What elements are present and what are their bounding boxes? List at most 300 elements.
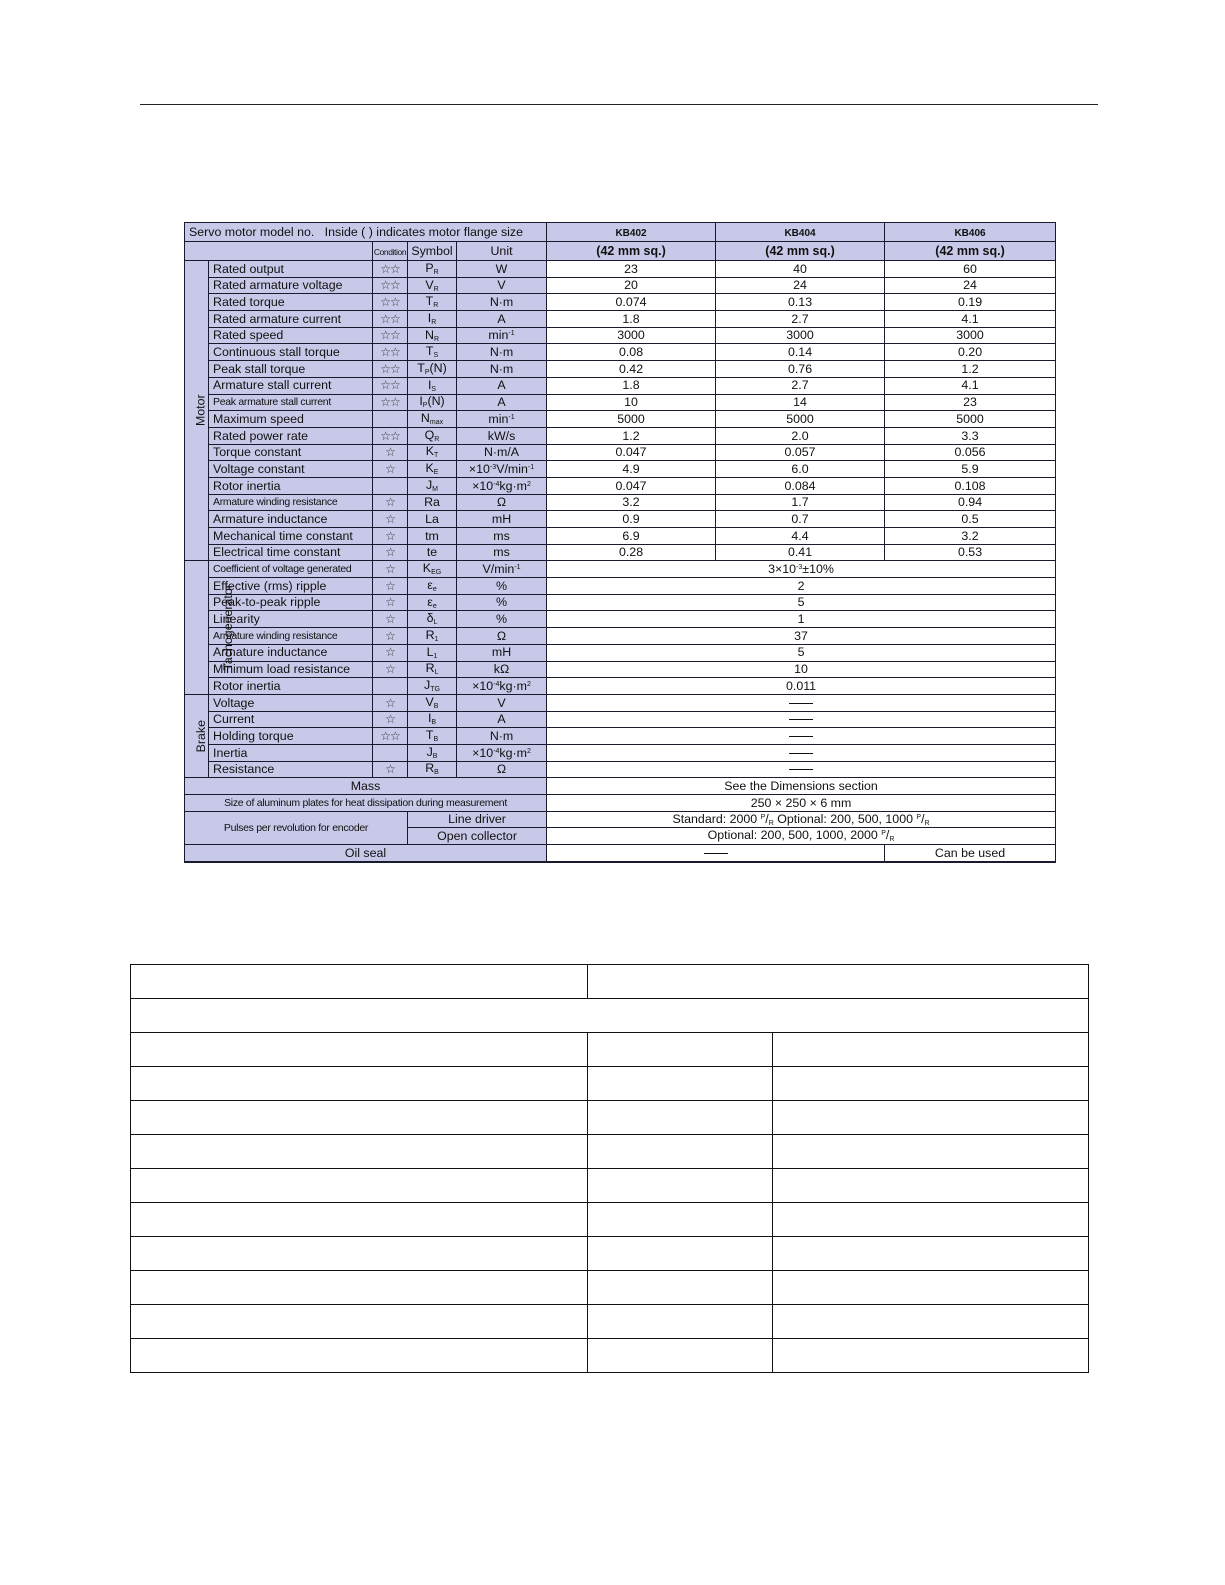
- value-cell: 5: [547, 644, 1056, 661]
- blank-cell: [773, 1271, 1089, 1305]
- condition-cell: ☆: [373, 611, 408, 628]
- pulses-label: Pulses per revolution for encoder: [185, 811, 408, 844]
- value-cell: [547, 744, 1056, 761]
- blank-cell: [773, 1067, 1089, 1101]
- spec-header-row: [185, 223, 1056, 242]
- value-cell: 3.3: [885, 427, 1056, 444]
- param-name: Armature winding resistance: [209, 494, 373, 511]
- pulses-row-line: [185, 811, 1056, 828]
- dash-mark: [789, 736, 813, 737]
- model-name-1: KB404: [716, 223, 885, 242]
- value-cell: 2.7: [716, 311, 885, 328]
- value-cell: 5000: [716, 411, 885, 428]
- motor-row: [185, 427, 1056, 444]
- value-cell: 4.4: [716, 528, 885, 545]
- motor-row: [185, 327, 1056, 344]
- value-cell: 1.2: [547, 427, 716, 444]
- motor-row: [185, 411, 1056, 428]
- subheader-blank: [185, 242, 373, 261]
- tacho-row: [185, 644, 1056, 661]
- motor-row: [185, 444, 1056, 461]
- group-motor: Motor: [185, 261, 209, 561]
- condition-cell: ☆☆: [373, 728, 408, 745]
- blank-cell: [588, 1033, 773, 1067]
- blank-cell: [131, 1271, 588, 1305]
- value-cell: 3.2: [885, 528, 1056, 545]
- unit-cell: $\times 10^{-4}kg\cdot m^2$: [457, 744, 547, 761]
- tacho-row: [185, 561, 1056, 578]
- blank-form-table: [130, 964, 1089, 1373]
- param-name: Armature stall current: [209, 377, 373, 394]
- unit-cell: kΩ: [457, 661, 547, 678]
- unit-cell: A: [457, 711, 547, 728]
- condition-cell: ☆☆: [373, 294, 408, 311]
- condition-cell: ☆☆: [373, 261, 408, 278]
- motor-row: [185, 511, 1056, 528]
- param-name: Continuous stall torque: [209, 344, 373, 361]
- symbol-cell: $I_S$: [408, 377, 457, 394]
- value-cell: 37: [547, 628, 1056, 645]
- value-cell: 0.20: [885, 344, 1056, 361]
- condition-cell: ☆☆: [373, 361, 408, 378]
- brake-row: [185, 744, 1056, 761]
- value-cell: 24: [716, 277, 885, 294]
- blank-cell: [131, 1033, 588, 1067]
- plates-row: [185, 795, 1056, 812]
- condition-cell: ☆: [373, 561, 408, 578]
- param-name: Peak armature stall current: [209, 394, 373, 411]
- param-name: Effective (rms) ripple: [209, 578, 373, 595]
- tacho-row: [185, 628, 1056, 645]
- blank-cell: [773, 1135, 1089, 1169]
- condition-cell: ☆: [373, 578, 408, 595]
- blank-cell: [131, 1203, 588, 1237]
- oil-seal-row: [185, 845, 1056, 862]
- unit-cell: N·m: [457, 361, 547, 378]
- value-cell: 0.41: [716, 544, 885, 561]
- value-cell: 4.1: [885, 311, 1056, 328]
- param-name: Peak stall torque: [209, 361, 373, 378]
- value-cell: 60: [885, 261, 1056, 278]
- value-cell: 2.0: [716, 427, 885, 444]
- blank-cell: [588, 1101, 773, 1135]
- condition-cell: ☆: [373, 694, 408, 711]
- blank-cell: [588, 1237, 773, 1271]
- unit-cell: kW/s: [457, 427, 547, 444]
- blank-cell: [131, 1339, 588, 1373]
- value-cell: 20: [547, 277, 716, 294]
- spec-subheader-row: [185, 242, 1056, 261]
- param-name: Rated power rate: [209, 427, 373, 444]
- unit-cell: V: [457, 277, 547, 294]
- dash-mark: [789, 703, 813, 704]
- blank-row: [131, 1203, 1089, 1237]
- unit-cell: mH: [457, 511, 547, 528]
- condition-cell: ☆: [373, 711, 408, 728]
- blank-row: [131, 965, 1089, 999]
- blank-cell: [131, 1237, 588, 1271]
- unit-cell: A: [457, 394, 547, 411]
- value-cell: 3.2: [547, 494, 716, 511]
- condition-cell: ☆☆: [373, 327, 408, 344]
- value-cell: 1.2: [885, 361, 1056, 378]
- dash-mark: [789, 753, 813, 754]
- condition-cell: ☆: [373, 528, 408, 545]
- symbol-cell: Ra: [408, 494, 457, 511]
- unit-cell: mH: [457, 644, 547, 661]
- motor-row: [185, 544, 1056, 561]
- blank-cell: [773, 1169, 1089, 1203]
- value-cell: 4.1: [885, 377, 1056, 394]
- value-cell: 23: [547, 261, 716, 278]
- param-name: Mechanical time constant: [209, 528, 373, 545]
- value-cell: 0.047: [547, 477, 716, 494]
- blank-cell: [131, 1067, 588, 1101]
- motor-row: [185, 311, 1056, 328]
- value-cell: 0.42: [547, 361, 716, 378]
- value-cell: 0.5: [885, 511, 1056, 528]
- blank-cell: [588, 1135, 773, 1169]
- value-cell: 40: [716, 261, 885, 278]
- unit-cell: N·m: [457, 728, 547, 745]
- value-cell: $3\times 10^{-3}\pm 10\%$: [547, 561, 1056, 578]
- unit-cell: $\times 10^{-4}kg\cdot m^2$: [457, 477, 547, 494]
- value-cell: 0.19: [885, 294, 1056, 311]
- condition-cell: ☆☆: [373, 277, 408, 294]
- unit-cell: A: [457, 377, 547, 394]
- tacho-row: [185, 661, 1056, 678]
- value-cell: 0.084: [716, 477, 885, 494]
- blank-cell: [588, 1169, 773, 1203]
- unit-cell: %: [457, 611, 547, 628]
- value-cell: 0.057: [716, 444, 885, 461]
- value-cell: 0.94: [885, 494, 1056, 511]
- value-cell: 5: [547, 594, 1056, 611]
- open-collector-value: Optional: 200, 500, 1000, 2000 $^P/_R$: [547, 828, 1056, 845]
- param-name: Voltage constant: [209, 461, 373, 478]
- blank-cell: [773, 1101, 1089, 1135]
- param-name: Electrical time constant: [209, 544, 373, 561]
- blank-row: [131, 1101, 1089, 1135]
- condition-cell: ☆: [373, 444, 408, 461]
- value-cell: 5000: [547, 411, 716, 428]
- value-cell: 10: [547, 394, 716, 411]
- brake-row: [185, 694, 1056, 711]
- motor-row: [185, 294, 1056, 311]
- brake-row: [185, 728, 1056, 745]
- value-cell: 10: [547, 661, 1056, 678]
- symbol-cell: $N_R$: [408, 327, 457, 344]
- symbol-cell: $I_B$: [408, 711, 457, 728]
- symbol-cell: te: [408, 544, 457, 561]
- condition-cell: [373, 744, 408, 761]
- param-name: Rated speed: [209, 327, 373, 344]
- unit-cell: V: [457, 694, 547, 711]
- motor-row: [185, 477, 1056, 494]
- value-cell: 6.9: [547, 528, 716, 545]
- blank-cell: [588, 1203, 773, 1237]
- value-cell: 0.9: [547, 511, 716, 528]
- unit-cell: ms: [457, 528, 547, 545]
- symbol-cell: $T_S$: [408, 344, 457, 361]
- group-brake: Brake: [185, 694, 209, 777]
- param-name: Current: [209, 711, 373, 728]
- value-cell: 1.8: [547, 311, 716, 328]
- symbol-cell: $\varepsilon_e$: [408, 594, 457, 611]
- value-cell: 0.074: [547, 294, 716, 311]
- unit-cell: $V/\min^{-1}$: [457, 561, 547, 578]
- unit-header: Unit: [457, 242, 547, 261]
- value-cell: 0.011: [547, 678, 1056, 695]
- unit-cell: $\times 10^{-3}V/\min^{-1}$: [457, 461, 547, 478]
- tacho-row: [185, 594, 1056, 611]
- condition-cell: ☆☆: [373, 394, 408, 411]
- unit-cell: Ω: [457, 628, 547, 645]
- plates-value: 250 × 250 × 6 mm: [547, 795, 1056, 812]
- param-name: Armature inductance: [209, 644, 373, 661]
- model-name-2: KB406: [885, 223, 1056, 242]
- blank-row: [131, 1067, 1089, 1101]
- blank-cell: [131, 1169, 588, 1203]
- condition-cell: [373, 477, 408, 494]
- value-cell: 5.9: [885, 461, 1056, 478]
- symbol-cell: $V_R$: [408, 277, 457, 294]
- symbol-cell: $K_E$: [408, 461, 457, 478]
- symbol-cell: $T_P(N)$: [408, 361, 457, 378]
- value-cell: [547, 711, 1056, 728]
- dash-mark: [704, 853, 728, 854]
- value-cell: 0.108: [885, 477, 1056, 494]
- blank-cell: [588, 965, 1089, 999]
- value-cell: 0.76: [716, 361, 885, 378]
- symbol-cell: $R_B$: [408, 761, 457, 778]
- motor-row: [185, 344, 1056, 361]
- value-cell: 23: [885, 394, 1056, 411]
- blank-row: [131, 1135, 1089, 1169]
- value-cell: 3000: [547, 327, 716, 344]
- blank-cell: [773, 1339, 1089, 1373]
- symbol-cell: $T_B$: [408, 728, 457, 745]
- unit-cell: N·m: [457, 344, 547, 361]
- value-cell: 1: [547, 611, 1056, 628]
- condition-cell: ☆: [373, 594, 408, 611]
- value-cell: 0.14: [716, 344, 885, 361]
- param-name: Rotor inertia: [209, 678, 373, 695]
- param-name: Inertia: [209, 744, 373, 761]
- value-cell: [547, 694, 1056, 711]
- brake-row: [185, 711, 1056, 728]
- motor-row: [185, 528, 1056, 545]
- blank-row: [131, 1305, 1089, 1339]
- unit-cell: Ω: [457, 761, 547, 778]
- motor-row: [185, 394, 1056, 411]
- blank-cell: [131, 965, 588, 999]
- symbol-cell: $I_R$: [408, 311, 457, 328]
- condition-cell: ☆: [373, 511, 408, 528]
- param-name: Coefficient of voltage generated: [209, 561, 373, 578]
- value-cell: 2.7: [716, 377, 885, 394]
- blank-cell: [588, 1067, 773, 1101]
- line-driver-value: Standard: 2000 $^P/_R$ Optional: 200, 500, 1000 $^P/_R$: [547, 811, 1056, 828]
- value-cell: 0.056: [885, 444, 1056, 461]
- param-name: Holding torque: [209, 728, 373, 745]
- value-cell: 24: [885, 277, 1056, 294]
- param-name: Resistance: [209, 761, 373, 778]
- param-name: Maximum speed: [209, 411, 373, 428]
- blank-cell: [773, 1033, 1089, 1067]
- symbol-cell: $I_P(N)$: [408, 394, 457, 411]
- blank-cell: [588, 1339, 773, 1373]
- value-cell: 0.28: [547, 544, 716, 561]
- value-cell: 0.53: [885, 544, 1056, 561]
- symbol-cell: $R_L$: [408, 661, 457, 678]
- unit-cell: %: [457, 578, 547, 595]
- spec-title: Servo motor model no. Inside ( ) indicates motor flange size: [185, 223, 547, 242]
- unit-cell: Ω: [457, 494, 547, 511]
- condition-cell: ☆: [373, 761, 408, 778]
- model-flange-2: (42 mm sq.): [885, 242, 1056, 261]
- value-cell: [547, 761, 1056, 778]
- symbol-cell: $V_B$: [408, 694, 457, 711]
- value-cell: 3000: [885, 327, 1056, 344]
- model-name-0: KB402: [547, 223, 716, 242]
- oil-seal-none: [547, 845, 885, 862]
- unit-cell: $\min^{-1}$: [457, 327, 547, 344]
- dash-mark: [789, 769, 813, 770]
- value-cell: 0.08: [547, 344, 716, 361]
- unit-cell: A: [457, 311, 547, 328]
- tacho-row: [185, 678, 1056, 695]
- condition-cell: ☆☆: [373, 311, 408, 328]
- param-name: Rated armature voltage: [209, 277, 373, 294]
- blank-cell: [773, 1203, 1089, 1237]
- param-name: Armature winding resistance: [209, 628, 373, 645]
- symbol-cell: $J_B$: [408, 744, 457, 761]
- param-name: Rated torque: [209, 294, 373, 311]
- symbol-cell: $Q_R$: [408, 427, 457, 444]
- group-tachogenerator: Tachogenerator: [185, 561, 209, 695]
- condition-cell: ☆☆: [373, 427, 408, 444]
- blank-cell: [588, 1271, 773, 1305]
- motor-row: [185, 377, 1056, 394]
- model-flange-0: (42 mm sq.): [547, 242, 716, 261]
- value-cell: 0.13: [716, 294, 885, 311]
- condition-cell: [373, 411, 408, 428]
- symbol-cell: $K_{EG}$: [408, 561, 457, 578]
- symbol-cell: La: [408, 511, 457, 528]
- param-name: Voltage: [209, 694, 373, 711]
- blank-cell: [131, 1135, 588, 1169]
- symbol-cell: $J_{TG}$: [408, 678, 457, 695]
- param-name: Rated armature current: [209, 311, 373, 328]
- condition-cell: ☆☆: [373, 344, 408, 361]
- symbol-cell: $N_{max}$: [408, 411, 457, 428]
- value-cell: 3000: [716, 327, 885, 344]
- motor-row: [185, 494, 1056, 511]
- symbol-cell: $J_M$: [408, 477, 457, 494]
- plates-label: Size of aluminum plates for heat dissipation during measurement: [185, 795, 547, 812]
- motor-row: [185, 361, 1056, 378]
- blank-cell: [131, 999, 1089, 1033]
- brake-row: [185, 761, 1056, 778]
- blank-cell: [773, 1237, 1089, 1271]
- blank-cell: [588, 1305, 773, 1339]
- symbol-cell: $\delta_L$: [408, 611, 457, 628]
- header-rule: [140, 104, 1098, 105]
- unit-cell: $\min^{-1}$: [457, 411, 547, 428]
- symbol-cell: $\varepsilon_e$: [408, 578, 457, 595]
- blank-cell: [131, 1101, 588, 1135]
- condition-cell: [373, 678, 408, 695]
- unit-cell: $\times 10^{-4}kg\cdot m^2$: [457, 678, 547, 695]
- open-collector-label: Open collector: [408, 828, 547, 845]
- blank-cell: [773, 1305, 1089, 1339]
- mass-row: [185, 778, 1056, 795]
- symbol-cell: $L_1$: [408, 644, 457, 661]
- tacho-row: [185, 578, 1056, 595]
- value-cell: 4.9: [547, 461, 716, 478]
- value-cell: 6.0: [716, 461, 885, 478]
- blank-row: [131, 1237, 1089, 1271]
- symbol-cell: $P_R$: [408, 261, 457, 278]
- param-name: Rated output: [209, 261, 373, 278]
- blank-row: [131, 1169, 1089, 1203]
- value-cell: 14: [716, 394, 885, 411]
- unit-cell: W: [457, 261, 547, 278]
- param-name: Armature inductance: [209, 511, 373, 528]
- condition-cell: ☆: [373, 461, 408, 478]
- condition-header: Condition: [373, 242, 408, 261]
- param-name: Linearity: [209, 611, 373, 628]
- blank-cell: [131, 1305, 588, 1339]
- oil-seal-can: Can be used: [885, 845, 1056, 862]
- value-cell: [547, 728, 1056, 745]
- motor-row: [185, 461, 1056, 478]
- spec-table: [184, 222, 1056, 863]
- unit-cell: N·m/A: [457, 444, 547, 461]
- symbol-cell: $T_R$: [408, 294, 457, 311]
- unit-cell: N·m: [457, 294, 547, 311]
- oil-seal-label: Oil seal: [185, 845, 547, 862]
- unit-cell: ms: [457, 544, 547, 561]
- dash-mark: [789, 719, 813, 720]
- value-cell: 0.7: [716, 511, 885, 528]
- motor-row: [185, 277, 1056, 294]
- symbol-header: Symbol: [408, 242, 457, 261]
- param-name: Minimum load resistance: [209, 661, 373, 678]
- unit-cell: %: [457, 594, 547, 611]
- condition-cell: ☆: [373, 661, 408, 678]
- tacho-row: [185, 611, 1056, 628]
- condition-cell: ☆☆: [373, 377, 408, 394]
- value-cell: 0.047: [547, 444, 716, 461]
- param-name: Rotor inertia: [209, 477, 373, 494]
- symbol-cell: tm: [408, 528, 457, 545]
- mass-value: See the Dimensions section: [547, 778, 1056, 795]
- param-name: Torque constant: [209, 444, 373, 461]
- symbol-cell: $K_T$: [408, 444, 457, 461]
- model-flange-1: (42 mm sq.): [716, 242, 885, 261]
- value-cell: 1.8: [547, 377, 716, 394]
- condition-cell: ☆: [373, 494, 408, 511]
- param-name: Peak-to-peak ripple: [209, 594, 373, 611]
- blank-row: [131, 1339, 1089, 1373]
- condition-cell: ☆: [373, 544, 408, 561]
- motor-row: [185, 261, 1056, 278]
- value-cell: 2: [547, 578, 1056, 595]
- blank-row: [131, 1033, 1089, 1067]
- blank-row: [131, 1271, 1089, 1305]
